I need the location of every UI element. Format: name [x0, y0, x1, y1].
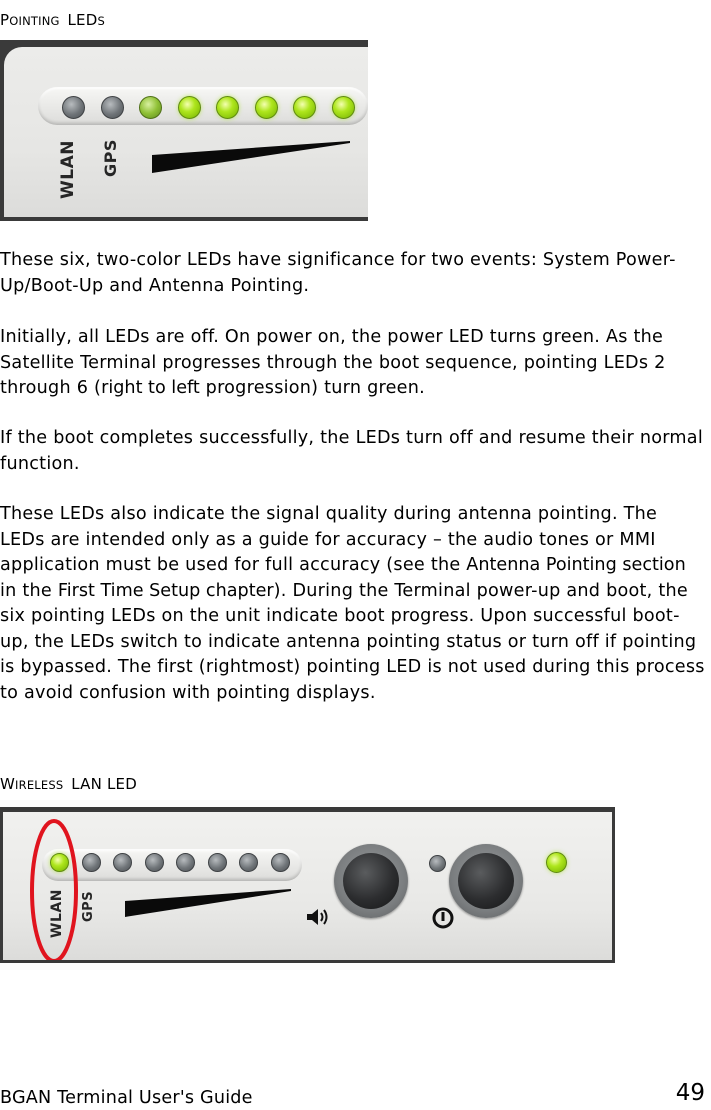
link-first-time-setup-chapter[interactable]: First Time Setup chapter: [57, 580, 274, 601]
paragraph-boot-complete: If the boot completes successfully, the LEDs turn off and resume their normal function.: [0, 428, 703, 474]
speaker-volume-icon: [305, 906, 331, 928]
signal-wedge-icon: [123, 887, 295, 921]
indicator-led-8: [271, 853, 290, 872]
wlan-highlight-circle: [28, 817, 80, 960]
led-groove: [38, 87, 368, 125]
indicator-led-1: [62, 96, 85, 119]
indicator-led-4: [145, 853, 164, 872]
indicator-led-4: [178, 96, 201, 119]
indicator-led-8: [332, 96, 355, 119]
volume-button[interactable]: [334, 844, 408, 918]
section-heading-pointing-leds: POINTING LEDS: [0, 11, 105, 29]
status-led: [429, 855, 446, 872]
wlan-label: WLAN: [49, 889, 65, 938]
power-button[interactable]: [449, 844, 523, 918]
indicator-led-6: [255, 96, 278, 119]
page-number: 49: [675, 1080, 705, 1106]
link-right-to-left[interactable]: right to left: [101, 378, 200, 398]
paragraph-antenna-pointing: These LEDs also indicate the signal quality during antenna pointing. The LEDs are intended only as a guide for accuracy – the audio tones or MMI application must be used for full accuracy (see the Antenna Pointing section in the First Time Setup chapter). During the Terminal power-up and boot, the six pointing LEDs on the unit indicate boot progress. Upon successful boot-up, the LEDs switch to indicate antenna pointing status or turn off if pointing is bypassed. The first (rightmost) pointing LED is not used during this process to avoid confusion with pointing displays.: [0, 504, 705, 703]
wlan-label: WLAN: [58, 140, 78, 199]
gps-label: GPS: [101, 139, 120, 177]
power-icon: [431, 906, 455, 930]
led-groove: [42, 849, 302, 881]
signal-wedge-icon: [150, 139, 356, 175]
indicator-led-3: [113, 853, 132, 872]
gps-label: GPS: [81, 890, 96, 922]
paragraph-intro: These six, two-color LEDs have significance for two events: System Power-Up/Boot-Up and Antenna Pointing.: [0, 250, 676, 296]
indicator-led-3: [139, 96, 162, 119]
indicator-led-7: [293, 96, 316, 119]
indicator-led-2: [82, 853, 101, 872]
section-heading-wireless-lan-led: WIRELESS LAN LED: [0, 775, 137, 793]
indicator-led-6: [208, 853, 227, 872]
link-antenna-pointing-section[interactable]: Antenna Pointing section: [466, 555, 686, 575]
indicator-led-5: [176, 853, 195, 872]
wireless-lan-led-photo: [0, 807, 615, 963]
indicator-led-2: [101, 96, 124, 119]
indicator-led-5: [216, 96, 239, 119]
pointing-leds-photo: [0, 40, 368, 221]
footer-title: BGAN Terminal User's Guide: [0, 1088, 253, 1108]
indicator-led-7: [239, 853, 258, 872]
power-led: [546, 852, 567, 873]
paragraph-boot-sequence: Initially, all LEDs are off. On power on, the power LED turns green. As the Satellite Terminal progresses through the boot sequence, pointing LEDs 2 through 6 (right to left progression) turn green.: [0, 327, 666, 398]
